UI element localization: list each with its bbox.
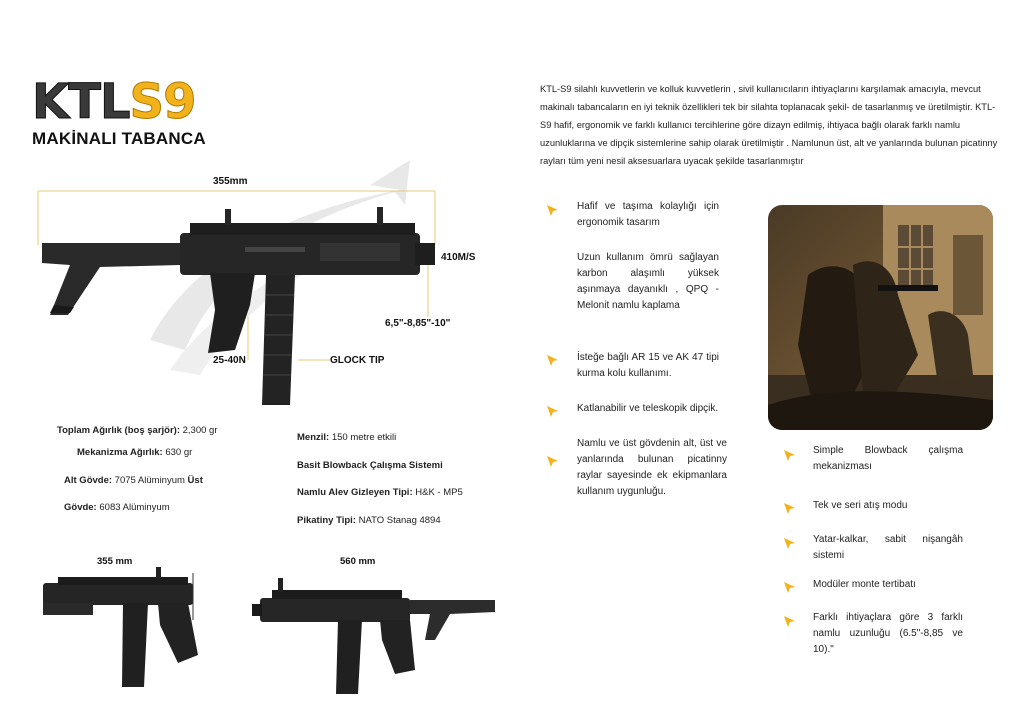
spec-upper-body	[64, 502, 170, 513]
product-logo	[32, 74, 196, 130]
barrel-lengths-label: 6,5"-8,85"-10"	[385, 318, 451, 329]
soldiers-photo	[768, 205, 993, 430]
magazine-type-label: GLOCK TIP	[330, 355, 385, 366]
feature-item: Katlanabilir ve teleskopik dipçik.	[577, 403, 719, 414]
logo-text-s9: S9	[129, 74, 196, 130]
arrow-bullet-icon	[783, 614, 797, 628]
feature-item: Uzun kullanım ömrü sağlayan karbon alaşımlı yüksek aşınmaya dayanıklı , QPQ - Melonit namlu kaplama	[577, 252, 719, 311]
arrow-bullet-icon	[546, 353, 560, 367]
feature-item: Farklı ihtiyaçlara göre 3 farklı namlu uzunluğu (6.5"-8,85 ve 10)."	[813, 612, 963, 655]
spec-lower-body	[64, 475, 203, 486]
feature-item: Namlu ve üst gövdenin alt, üst ve yanlarında bulunan picatinny raylar sayesinde ek ekipmanlara kullanım uygunluğu.	[577, 438, 727, 497]
spec-label: Üst	[187, 475, 203, 486]
spec-label: Namlu Alev Gizleyen Tipi:	[297, 487, 413, 498]
intro-paragraph: KTL-S9 silahlı kuvvetlerin ve kolluk kuvvetlerin , sivil kullanıcıların ihtiyaçlarını karşılamak amacıyla, mevcut makinalı tabancaların en iyi teknik özellikleri tek bir silahta toplanacak şekil- de tasarlanmış ve üretilmiştir. KTL-S9 hafif, ergonomik ve farklı kullanıcı tercihlerine göre dizayn edilmiş, ihtiyaca bağlı olarak farklı namlu uzunluklarına ve dipçik sistemlerine sahip olarak üretilmiştir . Namlunun üst, alt ve yanlarında bulunan picatinny rayları tüm yeni nesil aksesuarlara uyacak şekilde tasarlanmıştır	[540, 84, 998, 166]
variant-gun-long	[250, 570, 500, 700]
spec-mechanism-weight	[77, 447, 192, 458]
spec-label: Gövde:	[64, 502, 97, 513]
length-label: 355mm	[213, 176, 248, 187]
spec-value: 7075 Alüminyum	[112, 475, 188, 486]
spec-label: Mekanizma Ağırlık:	[77, 447, 163, 458]
spec-value: 6083 Alüminyum	[96, 502, 170, 513]
arrow-bullet-icon	[783, 536, 797, 550]
arrow-bullet-icon	[546, 404, 560, 418]
feature-item: Modüler monte tertibatı	[813, 579, 916, 590]
variant-length-label: 355 mm	[97, 556, 133, 567]
spec-value: H&K - MP5	[412, 487, 463, 498]
main-gun-diagram	[30, 185, 450, 415]
spec-picatinny	[297, 515, 441, 526]
spec-operation	[297, 460, 443, 471]
variant-length-label: 560 mm	[340, 556, 376, 567]
arrow-bullet-icon	[546, 203, 560, 217]
velocity-label: 410M/S	[441, 252, 476, 263]
spec-label: Pikatiny Tipi:	[297, 515, 356, 526]
spec-label: Alt Gövde:	[64, 475, 113, 486]
gun-stock	[42, 243, 180, 315]
feature-item: Simple Blowback çalışma mekanizması	[813, 445, 963, 472]
feature-item: Hafif ve taşıma kolaylığı için ergonomik tasarım	[577, 201, 719, 228]
spec-label: Basit Blowback Çalışma Sistemi	[297, 460, 443, 471]
product-subtitle: MAKİNALI TABANCA	[32, 129, 206, 148]
arrow-bullet-icon	[783, 501, 797, 515]
feature-item: Yatar-kalkar, sabit nişangâh sistemi	[813, 534, 963, 561]
magazine-capacity-label: 25-40N	[213, 355, 246, 366]
spec-value: 630 gr	[162, 447, 193, 458]
variant-gun-short	[38, 565, 213, 690]
spec-value: NATO Stanag 4894	[355, 515, 441, 526]
arrow-bullet-icon	[783, 448, 797, 462]
gun-receiver	[180, 207, 435, 275]
spec-range	[297, 432, 396, 443]
spec-label: Menzil:	[297, 432, 330, 443]
spec-flash-hider	[297, 487, 463, 498]
spec-total-weight	[57, 425, 218, 436]
logo-text-ktl: KTL	[32, 74, 130, 130]
spec-value: 150 metre etkili	[329, 432, 397, 443]
feature-item: Tek ve seri atış modu	[813, 500, 908, 511]
feature-item: İsteğe bağlı AR 15 ve AK 47 tipi kurma kolu kullanımı.	[577, 352, 719, 379]
spec-value: 2,300 gr	[180, 425, 218, 436]
arrow-bullet-icon	[546, 454, 560, 468]
arrow-bullet-icon	[783, 580, 797, 594]
spec-label: Toplam Ağırlık (boş şarjör):	[57, 425, 180, 436]
